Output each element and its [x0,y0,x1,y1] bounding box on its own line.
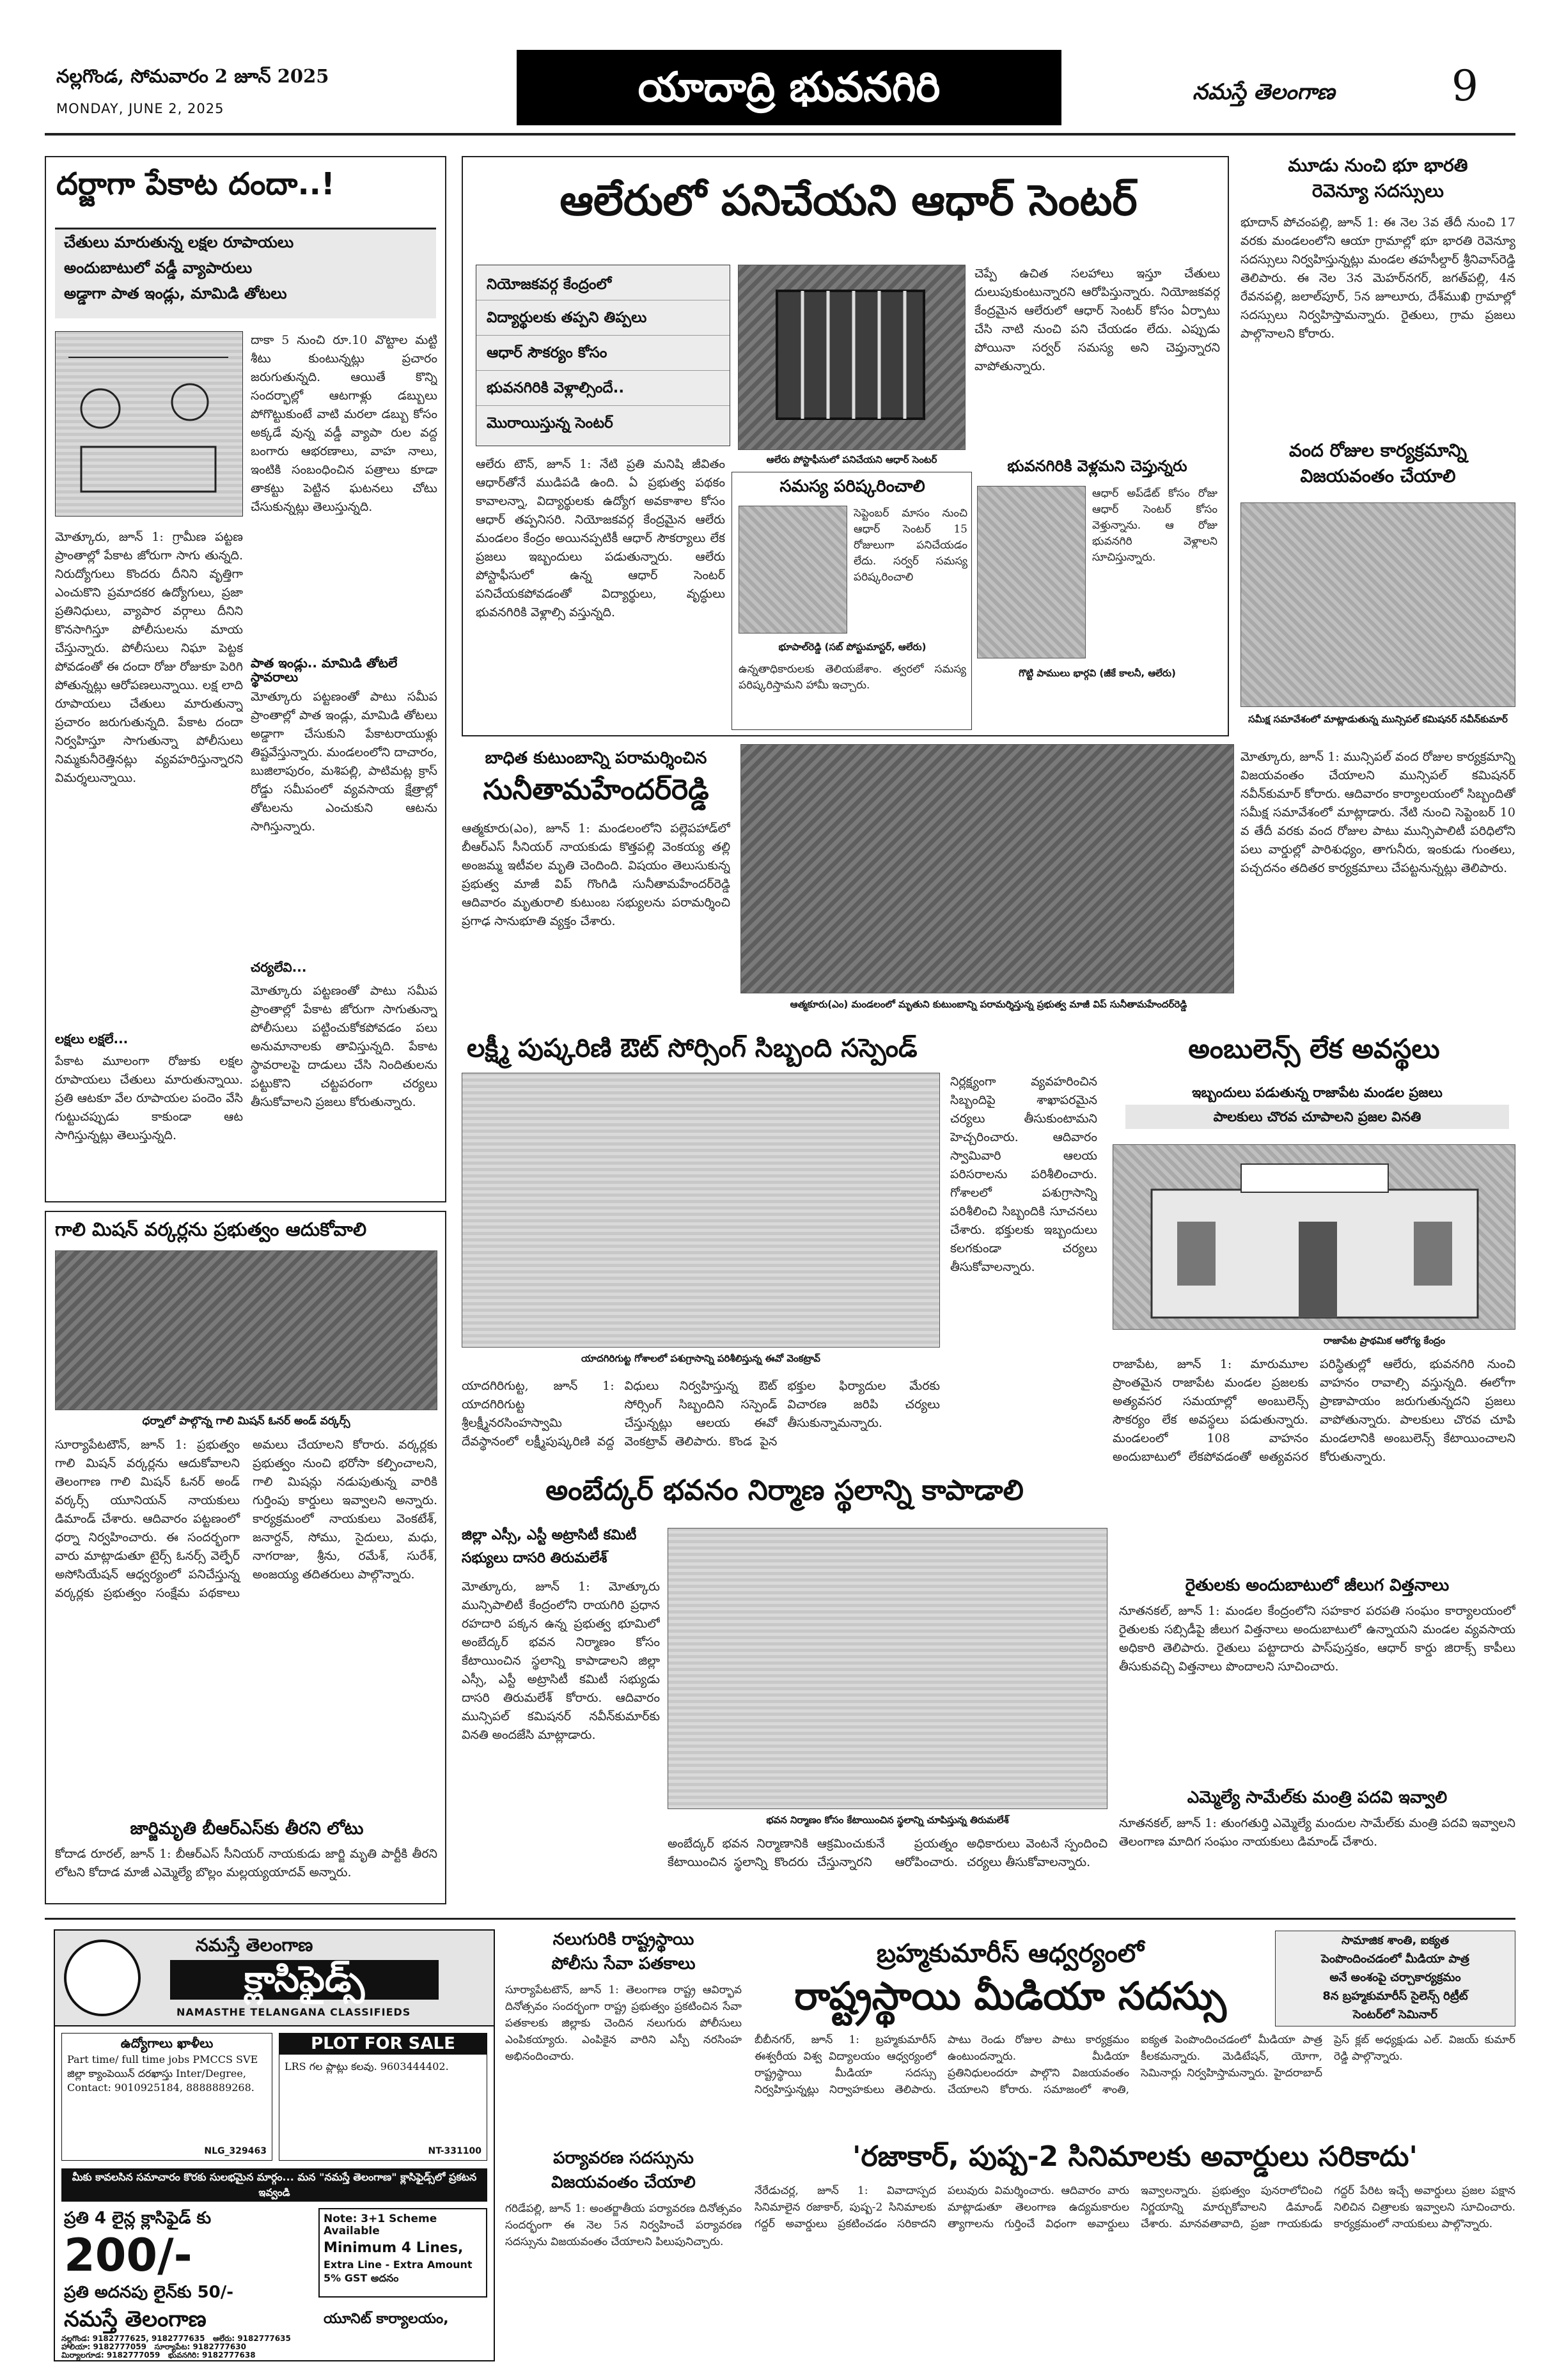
ad-contact-1b: ఆలేరు: 9182777635 [213,2334,291,2343]
aadhaar-body-1: ఆలేరు టౌన్, జూన్ 1: నేటి ప్రతి మనిషి జీవితం ఆధార్‌తోనే ముడిపడి ఉంది. ఏ ప్రభుత్వ పథకం కావాలన్నా, విద్యార్థులకు ఉద్యోగ అవకాశాల కోసం ఆధార్ తప్పనిసరి. నియోజకవర్గ కేంద్రమైన ఆలేరు మండలం కేంద్రం అయినప్పటికీ ఆధార్ సౌకర్యాలు లేక ప్రజలు ఇబ్బందులు పడుతున్నారు. ఆలేరు పోస్టాఫీసులో ఉన్న ఆధార్ సెంటర్ పనిచేయకపోవడంతో విద్యార్థులు, వృద్ధులు భువనగిరికి వెళ్లాల్సి వస్తున్నది. [476,457,725,619]
ambulance-deck-2: పాలకులు చొరవ చూపాలని ప్రజల వినతి [1125,1105,1509,1129]
pekata-deck-box [55,228,436,318]
ad-subtitle: NAMASTHE TELANGANA CLASSIFIEDS [176,2006,411,2018]
aadhaar-deck-4: భువనగిరికి వెళ్లాల్సిందే.. [476,371,730,406]
sunitha-kicker: బాధిత కుటుంబాన్ని పరామర్శించిన [485,749,707,768]
ambedkar-headline: అంబేద్కర్ భవనం నిర్మాణ స్థలాన్ని కాపాడాలి [545,1474,1024,1507]
vanda-body: మోత్కూరు, జూన్ 1: మున్సిపల్ వంద రోజుల కార్యక్రమాన్ని విజయవంతం చేయాలని మున్సిపల్ కమిషనర్ నవీన్‌కుమార్ కోరారు. ఆదివారం కార్యాలయంలో సిబ్బందితో సమీక్ష సమావేశంలో మాట్లాడారు. నేటి నుంచి సెప్టెంబర్ 10 వ తేదీ వరకు వంద రోజుల పాటు మున్సిపాలిటీ పరిధిలోని పలు వార్డుల్లో పారిశుధ్యం, తాగునీరు, ఇంకుడు గుంతలు, పచ్చదనం తదితర కార్యక్రమాలు చేపట్టనున్నట్లు తెలిపారు. [1240,750,1515,875]
aadhaar-photo-caption: ఆలేరు పోస్టాఫీసులో పనిచేయని ఆధార్ సెంటర్ [766,454,937,465]
sunitha-photo [740,744,1234,993]
seminar-line-2: పెంపొందించడంలో మీడియా పాత్ర [1321,1952,1469,1966]
pekata-body-2: మోత్కూరు, జూన్ 1: గ్రామీణ పట్టణ ప్రాంతాల్లో పేకాట జోరుగా సాగు తున్నది. నిరుద్యోగులు కొందరు దీనిని వృత్తిగా ఎంచుకొని ప్రమాదకర ఉద్యోగులు, ప్రజా ప్రతినిధులు, వ్యాపార వర్గాలు దీనిని కొనసాగిస్తూ పోలీసులను మాయ చేస్తున్నారు. పోలీసులు నిఘా పెట్టక పోవడంతో ఈ దందా రోజు రోజుకూ పెరిగి పోతున్నట్లు ఆరోపణలున్నాయి. లక్ష లాది రూపాయలు చేతులు మారుతున్నా ప్రచారం జరుగుతున్నది. పేకాట దందా నిర్వహిస్తూ సాగుతున్నా పోలీసులు నిమ్మకునీరెత్తినట్లు వ్యవహరిస్తున్నారని విమర్శలున్నాయి. [55,530,243,785]
seminar-line-1: సామాజిక శాంతి, ఐక్యత [1341,1934,1450,1947]
aadhaar-headline: ఆలేరులో పనిచేయని ఆధార్ సెంటర్ [559,176,1138,225]
dateline-te: నల్లగొండ, సోమవారం 2 జూన్ 2025 [56,65,329,87]
lakshmi-headline: లక్ష్మీ పుష్కరిణి ఔట్ సోర్సింగ్ సిబ్బంది సస్పెండ్ [467,1034,918,1063]
ad-header [55,1931,494,2026]
farmers-headline: రైతులకు అందుబాటులో జీలుగ విత్తనాలు [1185,1576,1450,1595]
ad-price-line-2: ప్రతి అదనపు లైన్‌కు 50/- [64,2283,234,2302]
ad-note-min: Minimum 4 Lines, [324,2240,464,2257]
ambedkar-body-2: అంబేద్కర్ భవన నిర్మాణానికి కేటాయించిన స్థలాన్ని కొందరు ఆక్రమించుకునే ప్రయత్నం చేస్తున్నారని ఆరోపించారు. అధికారులు వెంటనే స్పందించి చర్యలు తీసుకోవాలన్నారు. [668,1837,1107,1869]
dateline-en: MONDAY, JUNE 2, 2025 [56,101,224,116]
box2-title: భువనగిరికి వెళ్లమని చెప్తున్నరు [1007,457,1187,475]
ad-price-big: 200/- [64,2229,192,2282]
lakshmi-body-1: యాదగిరిగుట్ట, జూన్ 1: యాదగిరిగుట్ట శ్రీలక్ష్మీనరసింహస్వామి దేవస్థానంలో లక్ష్మీపుష్కరిణి వద్ద విధులు నిర్వహిస్తున్న ఔట్ సోర్సింగ్ సిబ్బందిని సస్పెండ్ చేస్తున్నట్లు ఆలయ ఈవో వెంకట్రావ్ తెలిపారు. కొండ పైన భక్తుల ఫిర్యాదుల మేరకు విచారణ జరిపి చర్యలు తీసుకున్నామన్నారు. [462,1379,940,1449]
bhubharati-headline-1: మూడు నుంచి భూ భారతి [1288,155,1468,176]
bhupal-reddy-photo [739,506,847,634]
seminar-line-5: సెంటర్‌లో సెమినార్ [1352,2008,1438,2021]
pekata-headline: దర్జాగా పేకాట దందా..! [56,166,335,202]
bhubharati-story [1240,156,1515,437]
ad-brand: నమస్తే తెలంగాణ [196,1934,313,1956]
media-seminar-box [1275,1931,1515,2026]
ad-footer-office: యూనిట్ కార్యాలయం, [324,2311,449,2327]
ambulance-caption: రాజాపేట ప్రాథమిక ఆరోగ్య కేంద్రం [1323,1335,1446,1346]
ambulance-headline: అంబులెన్స్ లేక అవస్థలు [1188,1033,1440,1064]
aadhaar-story [462,156,1229,736]
sunitha-body: ఆత్మకూరు(ఎం), జూన్ 1: మండలంలోని పల్లెపహాడ్‌లో బీఆర్‌ఎస్ సీనియర్ నాయకుడు కొత్తపల్లి వెంకయ్య తల్లి అంజమ్మ ఇటీవల మృతి చెందింది. విషయం తెలుసుకున్న ప్రభుత్వ మాజీ విప్ గొంగిడి సునీతామహేందర్‌రెడ్డి ఆదివారం మృతురాలి కుటుంబ సభ్యులను పరామర్శించి ప్రగాఢ సానుభూతి వ్యక్తం చేశారు. [462,821,730,928]
env-headline-2: విజయవంతం చేయాలి [551,2173,696,2192]
jarji-headline: జార్జిమృతి బీఆర్‌ఎస్‌కు తీరని లోటు [130,1819,364,1839]
jarji-body: కోదాడ రూరల్, జూన్ 1: బీఆర్‌ఎస్ సీనియర్ నాయకుడు జార్జి మృతి పార్టీకి తీరని లోటని కోదాడ మాజీ ఎమ్మెల్యే బొల్లం మల్లయ్యయాదవ్ అన్నారు. [55,1847,437,1879]
edition-title: యాదాద్రి భువనగిరి [517,50,1061,125]
page-number: 9 [1451,61,1478,111]
brahma-headline: రాష్ట్రస్థాయి మీడియా సదస్సు [794,1974,1226,2019]
ad-contact-row-3 [61,2351,487,2360]
box2-bhuvanagiri [974,455,1220,730]
ambedkar-deck-2: సభ్యులు దాసరి తిరుమలేశ్ [462,1550,607,1566]
ambulance-photo [1113,1144,1515,1330]
police-headline-1: నలుగురికి రాష్ట్రస్థాయి [552,1930,694,1949]
ad-col2-head: PLOT FOR SALE [279,2034,487,2055]
gaali-mission-story [45,1211,446,1904]
aadhaar-deck-1: నియోజకవర్గ కేంద్రంలో [476,265,730,300]
ad-note-box [318,2208,487,2298]
ad-col1 [61,2033,272,2161]
brahma-kicker: బ్రహ్మకుమారీస్ ఆధ్వర్యంలో [877,1939,1144,1968]
classified-ad [54,1929,495,2361]
mla-body: నూతనకల్, జూన్ 1: తుంగతుర్తి ఎమ్మెల్యే మందుల సామేల్‌కు మంత్రి పదవి ఇవ్వాలని తెలంగాణ మాదిగ సంఘం నాయకులు డిమాండ్ చేశారు. [1119,1816,1515,1849]
pekata-body-5: పేకాట మూలంగా రోజుకు లక్షల రూపాయలు చేతులు మారుతున్నాయి. ప్రతి ఆటకూ వేల రూపాయల పందెం వేసి గుట్టుచప్పుడు కాకుండా ఆట సాగిస్తున్నట్లు తెలుస్తున్నది. [55,1054,243,1142]
pekata-body-4: మోత్కూరు పట్టణంతో పాటు సమీప ప్రాంతాల్లో పేకాట జోరుగా సాగుతున్నా పోలీసులు పట్టించుకోకపోవడం పలు అనుమానాలకు తావిస్తున్నది. పేకాట స్థావరాలపై దాడులు చేసి నిందితులను పట్టుకొని చట్టపరంగా చర్యలు తీసుకోవాలని ప్రజలు కోరుతున్నారు. [251,984,437,1109]
box1-problem [732,472,972,730]
gaali-body: సూర్యాపేటటౌన్, జూన్ 1: ప్రభుత్వం గాలి మిషన్ వర్కర్లను ఆదుకోవాలని తెలంగాణ గాలి మిషన్ ఓనర్ అండ్ వర్కర్స్ యూనియన్ నాయకులు డిమాండ్ చేశారు. ఆదివారం పట్టణంలో ధర్నా నిర్వహించారు. ఈ సందర్భంగా వారు మాట్లాడుతూ టైర్స్ ఓనర్స్ వెల్ఫేర్ అసోసియేషన్ ఆధ్వర్యంలో పనిచేస్తున్న వర్కర్లకు ప్రభుత్వం సంక్షేమ పథకాలు అమలు చేయాలని కోరారు. వర్కర్లకు ప్రభుత్వం నుంచి భరోసా కల్పించాలని, గాలి మిషన్లు నడుపుతున్న వారికి గుర్తింపు కార్డులు ఇవ్వాలని అన్నారు. కార్యక్రమంలో నాయకులు వెంకటేశ్, జనార్దన్, సోము, సైదులు, మధు, నాగరాజు, శ్రీను, రమేశ్, సురేశ్, అంజయ్య తదితరులు పాల్గొన్నారు. [55,1438,437,1600]
aadhaar-deck-5: మొరాయిస్తున్న సెంటర్ [487,415,613,432]
police-body: సూర్యాపేటటౌన్, జూన్ 1: తెలంగాణ రాష్ట్ర ఆవిర్భావ దినోత్సవం సందర్భంగా రాష్ట్ర ప్రభుత్వం ప్రకటించిన సేవా పతకాలకు జిల్లాకు చెందిన నలుగురు పోలీసులు ఎంపికయ్యారు. ఎంపికైన వారిని ఎస్పీ నరసింహ అభినందించారు. [505,1984,742,2063]
awards-headline: 'రజాకార్, పుష్ప-2 సినిమాలకు అవార్డులు సరికాదు' [852,2140,1418,2173]
ambulance-deck-1: ఇబ్బందులు పడుతున్న రాజాపేట మండల ప్రజలు [1192,1085,1443,1100]
pekata-deck-3: అడ్డాగా పాత ఇండ్లు, మామిడి తోటలు [64,284,287,302]
lakshmi-caption: యాదగిరిగుట్ట గోశాలలో పశుగ్రాసాన్ని పరిశీలిస్తున్న ఈవో వెంకట్రావ్ [581,1353,820,1364]
ad-logo-icon [64,1940,141,2016]
pekata-deck-1: చేతులు మారుతున్న లక్షల రూపాయలు [64,233,294,251]
cartoon-icon [56,332,244,517]
brahma-body: బీబీనగర్, జూన్ 1: బ్రహ్మకుమారీస్ ఈశ్వరీయ విశ్వ విద్యాలయం ఆధ్వర్యంలో రాష్ట్రస్థాయి మీడియా సదస్సు నిర్వహిస్తున్నట్లు నిర్వాహకులు తెలిపారు. పాటు రెండు రోజుల పాటు కార్యక్రమం ఉంటుందన్నారు. మీడియా ప్రతినిధులందరూ పాల్గొని విజయవంతం చేయాలని కోరారు. సమాజంలో శాంతి, ఐక్యత పెంపొందించడంలో మీడియా పాత్ర కీలకమన్నారు. మెడిటేషన్, యోగా, సెమినార్లు నిర్వహిస్తామన్నారు. హైదరాబాద్ ప్రెస్ క్లబ్ అధ్యక్షుడు ఎల్. విజయ్ కుమార్ రెడ్డి పాల్గొన్నారు. [755,2034,1515,2096]
police-headline-2: పోలీసు సేవా పతకాలు [551,1954,696,1973]
sunitha-headline: సునీతామహేందర్‌రెడ్డి [483,774,709,806]
pekata-body-1: దాకా 5 నుంచి రూ.10 వొట్టాల మట్టి శీటు కుంటున్నట్లు ప్రచారం జరుగుతున్నది. ఆయితే కొన్ని సందర్భాల్లో ఆటగాళ్లు డబ్బులు పోగొట్టుకుంటే వాటి మరలా డబ్బు కోసం అక్కడే వున్న వడ్డీ వ్యాపా రుల వద్ద బంగారు ఆభరణాలు, వాహ నాలు, ఇంటికి సంబంధించిన పత్రాలు కూడా తాకట్టు పెట్టిన ఘటనలు చోటు చేసుకున్నట్లు తెలుస్తున్నది. [251,333,437,514]
gaali-headline: గాలి మిషన్ వర్కర్లను ప్రభుత్వం ఆదుకోవాలి [55,1218,367,1240]
env-headline-1: పర్యావరణ సదస్సును [553,2149,694,2168]
box1-title: సమస్య పరిష్కరించాలి [779,477,925,496]
ad-col1-head: ఉద్యోగాలు ఖాళీలు [120,2035,214,2051]
pekata-sub-1: పాత ఇండ్లు.. మామిడి తోటలే స్థావరాలు [251,655,398,685]
gaali-photo [55,1250,437,1410]
box1-caption: భూపాల్‌రెడ్డి (సబ్ పోస్టుమాస్టర్, ఆలేరు) [778,641,927,653]
ad-contact-1a: నల్లగొండ: 9182777625, 9182777635 [61,2334,205,2343]
pekata-body-3: మోత్కూరు పట్టణంతో పాటు సమీప ప్రాంతాల్లో పాత ఇండ్లు, మామిడి తోటలు అడ్డాగా చేసుకుని పేకాటరాయుళ్లు తిష్టవేస్తున్నారు. మండలంలోని దాచారం, బుజిలాపురం, మశిపల్లి, పాటిమట్ల క్రాస్ రోడ్డు సమీపంలో వ్యవసాయ క్షేత్రాల్లో తోటలను ఎంచుకుని ఆటను సాగిస్తున్నారు. [251,690,437,834]
ad-contacts [61,2335,487,2360]
masthead-rule [45,133,1515,136]
gaali-caption: ధర్నాలో పాల్గొన్న గాలి మిషన్ ఓనర్ అండ్ వర్కర్స్ [142,1415,350,1427]
pekata-sub-3: లక్షలు లక్షలే... [55,1031,129,1046]
box1-body-2: ఉన్నతాధికారులకు తెలియజేశాం. త్వరలో సమస్య పరిష్కరిస్తామని హామీ ఇచ్చారు. [739,663,966,692]
hospital-building-icon [1113,1145,1516,1330]
bhubharati-body: భూదాన్ పోచంపల్లి, జూన్ 1: ఈ నెల 3వ తేదీ నుంచి 17 వరకు మండలంలోని ఆయా గ్రామాల్లో భూ భారతి రెవెన్యూ సదస్సులు నిర్వహిస్తున్నట్లు మండల తహసీల్దార్ శ్రీనివాస్‌రెడ్డి తెలిపారు. ఈ నెల 3న మెహర్‌నగర్, జగత్‌పల్లి, 4న రేవనపల్లి, జలాల్‌పూర్, 5న జూలూరు, దేశ్‌ముఖి గ్రామాల్లో సదస్సులు నిర్వహిస్తామన్నారు. రైతులు, గ్రామ ప్రజలు పాల్గొనాలని కోరారు. [1240,215,1515,341]
aadhaar-photo-building [738,265,966,450]
aadhaar-deck-2: విద్యార్థులకు తప్పని తిప్పలు [476,300,730,336]
bottom-rule [45,1918,1515,1920]
ad-note-extra: Extra Line - Extra Amount [324,2258,473,2271]
ad-footer-brand: నమస్తే తెలంగాణ [64,2306,207,2332]
seminar-line-4: 8న బ్రహ్మకుమారీస్ సైలెన్స్ రిట్రీట్ [1322,1989,1468,2003]
seminar-line-3: అనే అంశంపై చర్చాకార్యక్రమం [1329,1971,1461,1984]
pekata-story [45,156,446,1202]
ad-col2-code: NT-331100 [428,2146,481,2156]
vanda-photo [1240,502,1515,707]
paper-name: నమస్తే తెలంగాణ [1193,79,1335,105]
ambulance-deck [1125,1080,1509,1138]
box1-body: సెప్టెంబర్ మాసం నుంచి ఆధార్ సెంటర్ 15 రోజులుగా పనిచేయడం లేదు. సర్వర్ సమస్య పరిష్కరించాలి [854,507,967,584]
ad-contact-3b: భువనగిరి: 9182777638 [168,2351,256,2360]
bhargavi-photo [977,486,1086,658]
ambedkar-photo [668,1528,1107,1809]
aadhaar-deck-box [476,265,730,446]
vanda-headline-2: విజయవంతం చేయాలి [1300,465,1456,486]
env-body: గరిడేపల్లి, జూన్ 1: అంతర్జాతీయ పర్యావరణ దినోత్సవం సందర్భంగా ఈ నెల 5న నిర్వహించే పర్యావరణ సదస్సును విజయవంతం చేయాలని పిలుపునిచ్చారు. [505,2202,742,2248]
bhubharati-headline-2: రెవెన్యూ సదస్సులు [1312,180,1444,201]
lakshmi-photo [462,1073,940,1348]
farmers-body: నూతనకల్, జూన్ 1: మండల కేంద్రంలోని సహకార పరపతి సంఘం కార్యాలయంలో రైతులకు సబ్సిడీపై జీలుగ విత్తనాలు అందుబాటులో ఉన్నాయని మండల వ్యవసాయ అధికారి తెలిపారు. రైతులు పట్టాదారు పాస్‌పుస్తకం, ఆధార్ కార్డు జిరాక్స్ కాపీలు తీసుకువచ్చి విత్తనాలు పొందాలని సూచించారు. [1119,1604,1515,1674]
vanda-caption: సమీక్ష సమావేశంలో మాట్లాడుతున్న మున్సిపల్ కమిషనర్ నవీన్‌కుమార్ [1248,713,1508,725]
ad-note-gst: 5% GST అదనం [324,2272,399,2285]
box2-caption: గొట్టి పాములు భార్గవి (జీకే కాలనీ, ఆలేరు) [1019,667,1176,679]
ad-title: క్లాసిఫైడ్స్ [170,1960,439,2000]
ad-col1-text: Part time/ full time jobs PMCCS SVE జిల్లా క్యాంపెయిన్ దరఖాస్తు Inter/Degree, Contact: 9010925184, 8888889268. [67,2053,258,2094]
lakshmi-body-2: నిర్లక్ష్యంగా వ్యవహరించిన సిబ్బందిపై శాఖాపరమైన చర్యలు తీసుకుంటామని హెచ్చరించారు. ఆదివారం స్వామివారి ఆలయ పరిసరాలను పరిశీలించారు. గోశాలలో పశుగ్రాసాన్ని పరిశీలించి సిబ్బందికి సూచనలు చేశారు. భక్తులకు ఇబ్బందులు కలగకుండా చర్యలు తీసుకోవాలన్నారు. [950,1075,1097,1274]
ambedkar-deck-1: జిల్లా ఎస్సీ, ఎస్టీ అట్రాసిటీ కమిటీ [462,1527,637,1543]
ambulance-body: రాజాపేట, జూన్ 1: మారుమూల ప్రాంతమైన రాజాపేట మండల ప్రజలకు అత్యవసర సమయాల్లో అంబులెన్స్ సౌకర్యం లేక అవస్థలు పడుతున్నారు. మండలంలో 108 వాహనం అందుబాటులో లేకపోవడంతో అత్యవసర పరిస్థితుల్లో ఆలేరు, భువనగిరి నుంచి వాహనం రావాల్సి వస్తున్నది. ఈలోగా ప్రాణాపాయం జరుగుతున్నదని ప్రజలు వాపోతున్నారు. పాలకులు చొరవ చూపి మండలానికి అంబులెన్స్ కేటాయించాలని కోరుతున్నారు. [1113,1357,1515,1464]
ad-contact-2a: హాలియా: 9182777059 [61,2342,146,2351]
vanda-headline-1: వంద రోజుల కార్యక్రమాన్ని [1288,440,1467,461]
box2-body: ఆధార్ అప్‌డేట్ కోసం రోజు ఆధార్ సెంటర్ కోసం వెళ్తున్నాను. ఆ రోజు భువనగిరి వెళ్లాలని సూచిస్తున్నారు. [1092,487,1217,564]
mla-headline: ఎమ్మెల్యే సామేల్‌కు మంత్రి పదవి ఇవ్వాలి [1187,1788,1448,1807]
pekata-sub-2: చర్యలేవి... [251,960,307,975]
aadhaar-body-2: చెప్పే ఉచిత సలహాలు ఇస్తూ చేతులు దులుపుకుంటున్నారని ఆరోపిస్తున్నారు. నియోజకవర్గ కేంద్రమైన ఆలేరులో ఆధార్ సెంటర్ కోసం ఏర్పాటు చేసి నాటి నుంచి పని చేయడం లేదు. ఎప్పుడు పోయినా సర్వర్ సమస్య అని చెప్తున్నారని వాపోతున్నారు. [974,267,1220,373]
window-bars-icon [739,265,966,451]
sunitha-story [462,744,1515,1025]
ad-contact-3a: మిర్యాలగూడ: 9182777059 [61,2351,160,2360]
ad-note-title: Note: 3+1 Scheme Available [324,2213,437,2237]
awards-body: నేరేడుచర్ల, జూన్ 1: వివాదాస్పద సినిమాలైన రజాకార్, పుష్ప-2 సినిమాలకు గద్దర్ అవార్డులు ప్రకటించడం సరికాదని పలువురు విమర్శించారు. ఆదివారం వారు మాట్లాడుతూ తెలంగాణ ఉద్యమకారుల త్యాగాలను గుర్తించే విధంగా అవార్డులు ఇవ్వాలన్నారు. ప్రభుత్వం పునరాలోచించి నిర్ణయాన్ని మార్చుకోవాలని డిమాండ్ చేశారు. మానవతావాది, ప్రజా గాయకుడు గద్దర్ పేరిట ఇచ్చే అవార్డులు ప్రజల పక్షాన నిలిచిన చిత్రాలకు ఇవ్వాలని సూచించారు. కార్యక్రమంలో నాయకులు పాల్గొన్నారు. [755,2184,1515,2230]
ambedkar-body-1: మోత్కూరు, జూన్ 1: మోత్కూరు మున్సిపాలిటీ కేంద్రంలోని రాయగిరి ప్రధాన రహదారి పక్కన ఉన్న ప్రభుత్వ భూమిలో అంబేద్కర్ భవన నిర్మాణం కోసం కేటాయించిన స్థలాన్ని కాపాడాలని జిల్లా ఎస్సీ, ఎస్టీ అట్రాసిటీ కమిటీ సభ్యుడు దాసరి తిరుమలేశ్ కోరారు. ఆదివారం మున్సిపల్ కమిషనర్ నవీన్‌కుమార్‌కు వినతి అందజేసి మాట్లాడారు. [462,1580,660,1742]
ad-contact-2b: సూర్యాపేట: 9182777630 [154,2342,246,2351]
ad-banner: మీకు కావలసిన సమాచారం కొరకు సులభమైన మార్గం... మన "నమస్తే తెలంగాణ" క్లాసిఫైడ్స్‌లో ప్రకటన ఇవ్వండి [61,2168,487,2202]
cartoon-illustration [55,331,243,517]
ad-col1-code: NLG_329463 [204,2146,267,2156]
ad-col2 [279,2033,487,2161]
aadhaar-deck-3: ఆధార్ సౌకర్యం కోసం [476,336,730,371]
ad-price-line-1: ప్రతి 4 లైన్ల క్లాసిఫైడ్ కు [64,2209,212,2228]
sunitha-caption: ఆత్మకూరు(ఎం) మండలంలో మృతుని కుటుంబాన్ని పరామర్శిస్తున్న ప్రభుత్వ మాజీ విప్ సునీతామహేందర్‌రెడ్డి [790,999,1187,1010]
pekata-deck-2: అందుబాటులో వడ్డీ వ్యాపారులు [64,259,253,277]
ambedkar-caption: భవన నిర్మాణం కోసం కేటాయించిన స్థలాన్ని చూపిస్తున్న తిరుమలేశ్ [766,1814,1009,1826]
ad-col2-text: LRS గల ప్లాట్లు కలవు. 9603444402. [285,2060,449,2073]
